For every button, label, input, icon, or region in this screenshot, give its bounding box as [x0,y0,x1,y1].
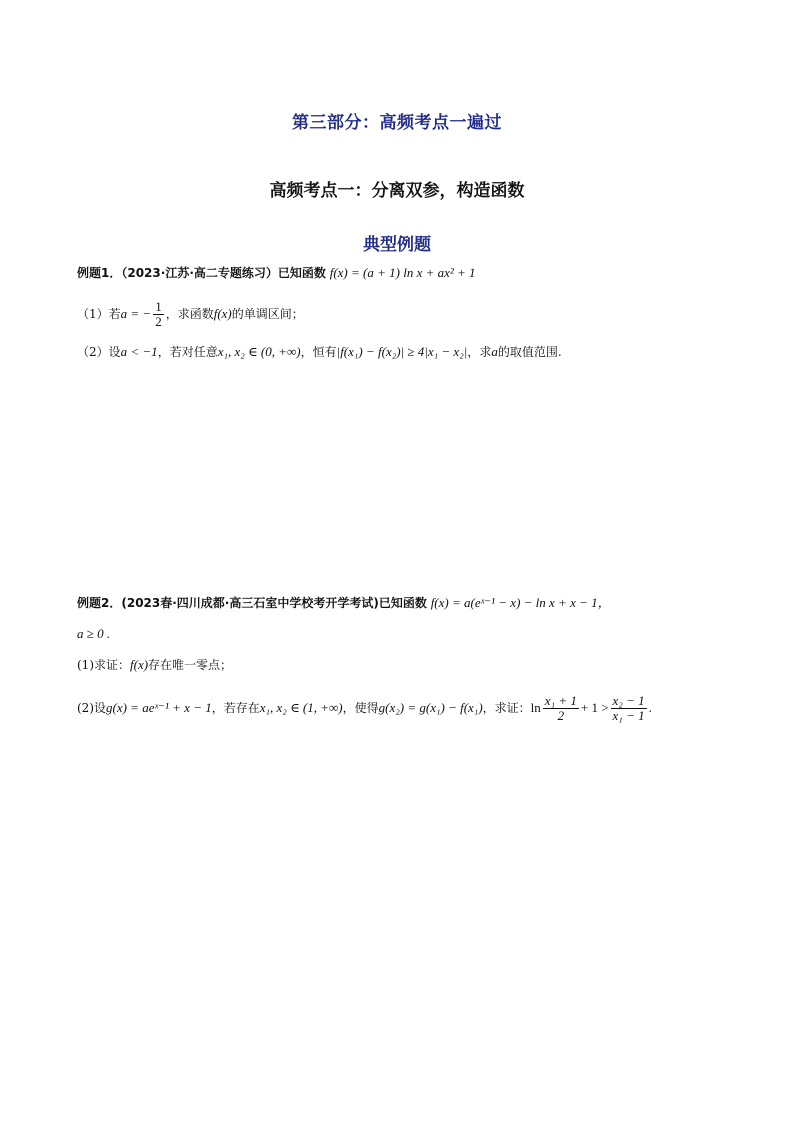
example2-question1 [77,655,232,675]
example2-a-condition: a ≥ 0 . [77,626,111,641]
ex2-q2-fraction2 [611,694,647,723]
ex2-q2-fraction1 [543,694,579,723]
ex2-q2-prefix: (2)设 [77,701,106,715]
q1-suffix: 的单调区间； [231,307,304,321]
ex2-q2-fraction2-den: x₁ − 1 [612,708,645,723]
q2-mid1: ，若对任意 [157,345,218,359]
q2-inequality: |f(x₁) − f(x₂)| ≥ 4|x₁ − x₂| [336,344,468,359]
q2-a: a [491,344,498,359]
ex2-q2-vars: x₁, x₂ ∈ (1, +∞) [259,700,343,715]
q1-fraction-num: 1 [155,299,162,314]
example2-statement [77,593,611,613]
ex2-q2-equation: g(x₂) = g(x₁) − f(x₁) [378,700,483,715]
main-title: 第三部分：高频考点一遍过 [292,113,502,133]
example2-condition [77,624,110,644]
topic-title: 高频考点一：分离双参，构造函数 [269,181,525,201]
ex2-q1-prefix: (1)求证： [77,658,130,672]
q2-mid2: ，恒有 [300,345,337,359]
ex2-q2-end: . [648,700,652,715]
ex2-q2-gx: g(x) = aeˣ⁻¹ + x − 1 [106,700,212,715]
ex2-q2-mid2: ，使得 [342,701,379,715]
ex2-q1-suffix: 存在唯一零点； [148,658,233,672]
q1-prefix: （1）若 [77,307,121,321]
q1-fraction [153,300,164,329]
q2-suffix: 的取值范围. [497,345,562,359]
section-title: 典型例题 [363,235,431,255]
example2-question2 [77,694,652,723]
ex2-q2-mid3: ，求证： [482,701,531,715]
example1-function: f(x) = (a + 1) ln x + ax² + 1 [329,265,476,280]
ex2-q2-fraction1-den: 2 [557,708,565,723]
q2-prefix: （2）设 [77,345,121,359]
q2-mid3: ，求 [467,345,492,359]
example2-label: 例题2． [77,596,122,610]
q1-mid: ，求函数 [165,307,214,321]
example2-function: f(x) = a(eˣ⁻¹ − x) − ln x + x − 1， [430,595,611,610]
ex2-q2-plus: + 1 > [580,700,609,715]
ex2-q1-fx: f(x) [130,657,149,672]
ex2-q2-fraction2-num: x₂ − 1 [612,693,645,708]
example1-statement [77,263,476,283]
example1-question1 [77,300,304,329]
q2-condition: a < −1 [120,344,158,359]
example1-source: （2023·江苏·高二专题练习）已知函数 [121,266,326,280]
q1-a-value: a = − [120,306,152,321]
ex2-q2-fraction1-num: x₁ + 1 [544,693,577,708]
q1-fx: f(x) [213,306,232,321]
q2-vars: x₁, x₂ ∈ (0, +∞) [217,344,301,359]
ex2-q2-mid1: ，若存在 [211,701,260,715]
q1-fraction-den: 2 [155,314,162,329]
ex2-q2-ln: ln [530,700,541,715]
example1-label: 例题1． [77,266,122,280]
example2-source: (2023春·四川成都·高三石室中学校考开学考试)已知函数 [121,596,427,610]
example1-question2 [77,342,562,362]
